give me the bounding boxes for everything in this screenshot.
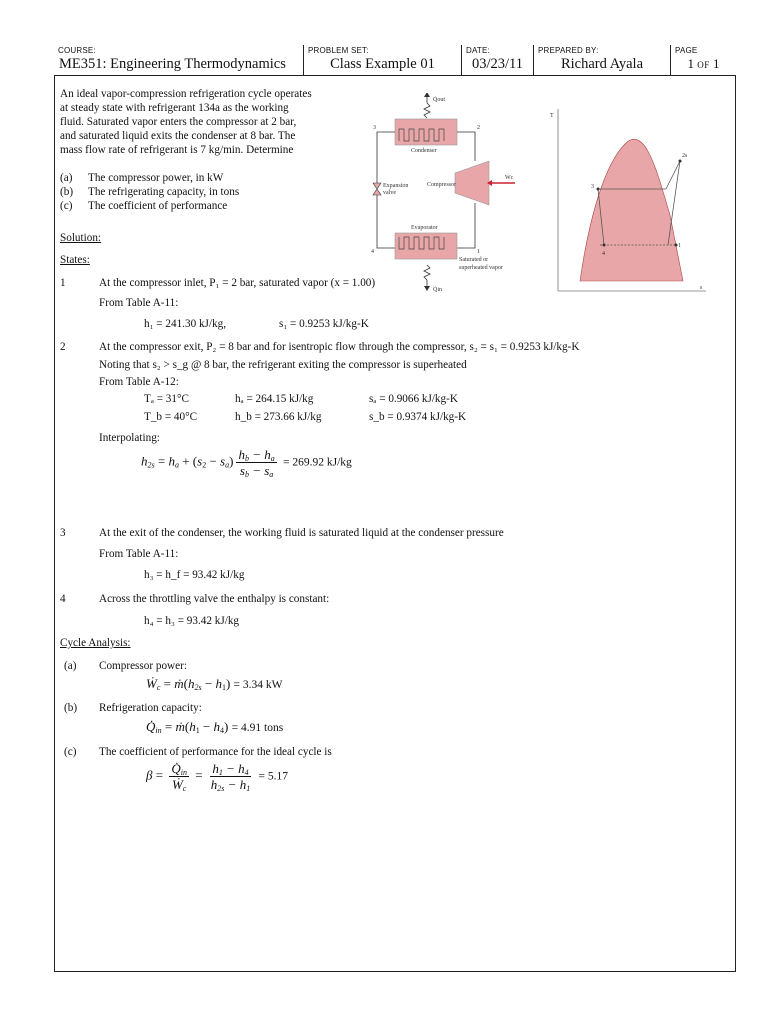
ts-point-2s: 2s xyxy=(682,153,688,159)
valve-label: valve xyxy=(383,190,396,196)
h3-value: h₃ = h_f = 93.42 kJ/kg xyxy=(144,569,245,581)
evaporator-label: Evaporator xyxy=(411,225,438,231)
sb-value: s_b = 0.9374 kJ/kg-K xyxy=(369,411,467,423)
page-cell xyxy=(671,45,736,75)
problem-cell xyxy=(304,45,462,75)
cop-label: The coefficient of performance for the ideal cycle is xyxy=(99,746,332,758)
header-row xyxy=(54,45,736,76)
table-ref: From Table A-11: xyxy=(99,297,179,309)
refrigeration-capacity-label: Refrigeration capacity: xyxy=(99,702,202,714)
table-ref: From Table A-11: xyxy=(99,548,179,560)
content-box xyxy=(54,75,736,972)
state-3-text: At the exit of the condenser, the working fluid is saturated liquid at the condenser pressure xyxy=(99,527,504,539)
problem-line: An ideal vapor-compression refrigeration cycle operates xyxy=(60,88,312,100)
inlet-note: Saturated or xyxy=(459,257,489,263)
tb-value: T_b = 40°C xyxy=(144,411,198,423)
state-number: 3 xyxy=(60,527,66,539)
hb-value: h_b = 273.66 kJ/kg xyxy=(235,411,322,423)
cycle-heading: Cycle Analysis: xyxy=(60,637,131,649)
question-text: The compressor power, in kW xyxy=(88,172,224,184)
part-tag: (a) xyxy=(64,660,77,672)
course-label: COURSE: xyxy=(58,46,96,55)
page-label: PAGE xyxy=(675,46,698,55)
work-label: Ẇc xyxy=(505,175,514,181)
cycle-schematic xyxy=(365,93,525,263)
part-tag: (b) xyxy=(64,702,78,714)
h2s-equation: $h_{2s} = h_a + (s_2 - s_a)$ $\frac{h_b - h_a}{s_b - s_a}$ = 269.92 kJ/kg xyxy=(141,447,352,479)
states-heading: States: xyxy=(60,254,90,266)
compressor-label: Compressor xyxy=(427,182,456,188)
inlet-note: superheated vapor xyxy=(459,265,503,271)
question-tag: (a) xyxy=(60,172,73,184)
state-3-label: 3 xyxy=(373,125,376,131)
state-1-text: At the compressor inlet, P₁ = 2 bar, saturated vapor (x = 1.00) xyxy=(99,277,376,289)
page-number: 1 OF 1 xyxy=(687,56,720,71)
ta-value: Tₐ = 31°C xyxy=(144,393,189,405)
compressor-shape xyxy=(455,161,489,205)
state-4-text: Across the throttling valve the enthalpy is constant: xyxy=(99,593,330,605)
valve-label: Expansion xyxy=(383,183,409,189)
compressor-power-label: Compressor power: xyxy=(99,660,187,672)
problem-value: Class Example 01 xyxy=(330,56,435,72)
axis-s-label: s xyxy=(700,285,703,291)
schematic-bottom xyxy=(365,263,525,303)
state-number: 2 xyxy=(60,341,66,353)
question-tag: (b) xyxy=(60,186,74,198)
interpolating-label: Interpolating: xyxy=(99,432,160,444)
state-number: 1 xyxy=(60,277,66,289)
prepared-cell xyxy=(534,45,671,75)
problem-line: at steady state with refrigerant 134a as the working xyxy=(60,102,289,114)
question-text: The refrigerating capacity, in tons xyxy=(88,186,240,198)
state-4-label: 4 xyxy=(371,249,374,255)
q-out-label: Q̇out xyxy=(433,97,445,103)
saturation-dome xyxy=(580,139,683,281)
ha-value: hₐ = 264.15 kJ/kg xyxy=(235,393,314,405)
sa-value: sₐ = 0.9066 kJ/kg-K xyxy=(369,393,458,405)
date-cell xyxy=(462,45,534,75)
ts-point-4: 4 xyxy=(602,251,605,257)
problem-line: fluid. Saturated vapor enters the compressor at 2 bar, xyxy=(60,116,297,128)
prepared-label: PREPARED BY: xyxy=(538,46,599,55)
problem-line: and saturated liquid exits the condenser at 8 bar. The xyxy=(60,130,296,142)
state-number: 4 xyxy=(60,593,66,605)
q-in-label: Q̇in xyxy=(433,287,442,293)
h4-value: h₄ = h₃ = 93.42 kJ/kg xyxy=(144,615,240,627)
solution-heading: Solution: xyxy=(60,232,102,244)
question-tag: (c) xyxy=(60,200,73,212)
problem-line: mass flow rate of refrigerant is 7 kg/min. Determine xyxy=(60,144,294,156)
part-tag: (c) xyxy=(64,746,77,758)
state-2-label: 2 xyxy=(477,125,480,131)
worksheet-page xyxy=(54,45,736,972)
ts-point-3: 3 xyxy=(591,184,594,190)
refrigeration-capacity-equation: $Q̇_{in}$ = $ṁ(h_1 - h_4) = 4.91$ tons xyxy=(146,719,284,735)
date-value: 03/23/11 xyxy=(471,56,524,72)
table-ref: From Table A-12: xyxy=(99,376,179,388)
question-text: The coefficient of performance xyxy=(88,200,228,212)
condenser-label: Condenser xyxy=(411,148,437,154)
ts-point-1: 1 xyxy=(678,243,681,249)
s1-value: s₁ = 0.9253 kJ/kg-K xyxy=(279,318,369,330)
state-2-text: At the compressor exit, P₂ = 8 bar and for isentropic flow through the compressor, s₂ = s₁ = 0.9253 kJ/kg-K xyxy=(99,341,580,353)
problem-label: PROBLEM SET: xyxy=(308,46,369,55)
cop-equation: β = $\frac{Q̇_{in}}{Ẇ_c}$ = $\frac{h_1 - h_4}{h_{2s} - h_1}$ = 5.17 xyxy=(146,761,288,793)
compressor-power-equation: $Ẇ_c$ = $ṁ(h_{2s} - h_1) = 3.34$ kW xyxy=(146,676,283,692)
axis-t-label: T xyxy=(550,113,554,119)
ts-diagram xyxy=(548,105,708,295)
course-cell xyxy=(54,45,304,75)
date-label: DATE: xyxy=(466,46,490,55)
state-2-note: Noting that s₂ > s_g @ 8 bar, the refrigerant exiting the compressor is superheated xyxy=(99,359,467,371)
h1-value: h₁ = 241.30 kJ/kg, xyxy=(144,318,226,330)
prepared-value: Richard Ayala xyxy=(560,56,643,72)
course-value: ME351: Engineering Thermodynamics xyxy=(59,56,286,72)
state-1-label: 1 xyxy=(477,249,480,255)
